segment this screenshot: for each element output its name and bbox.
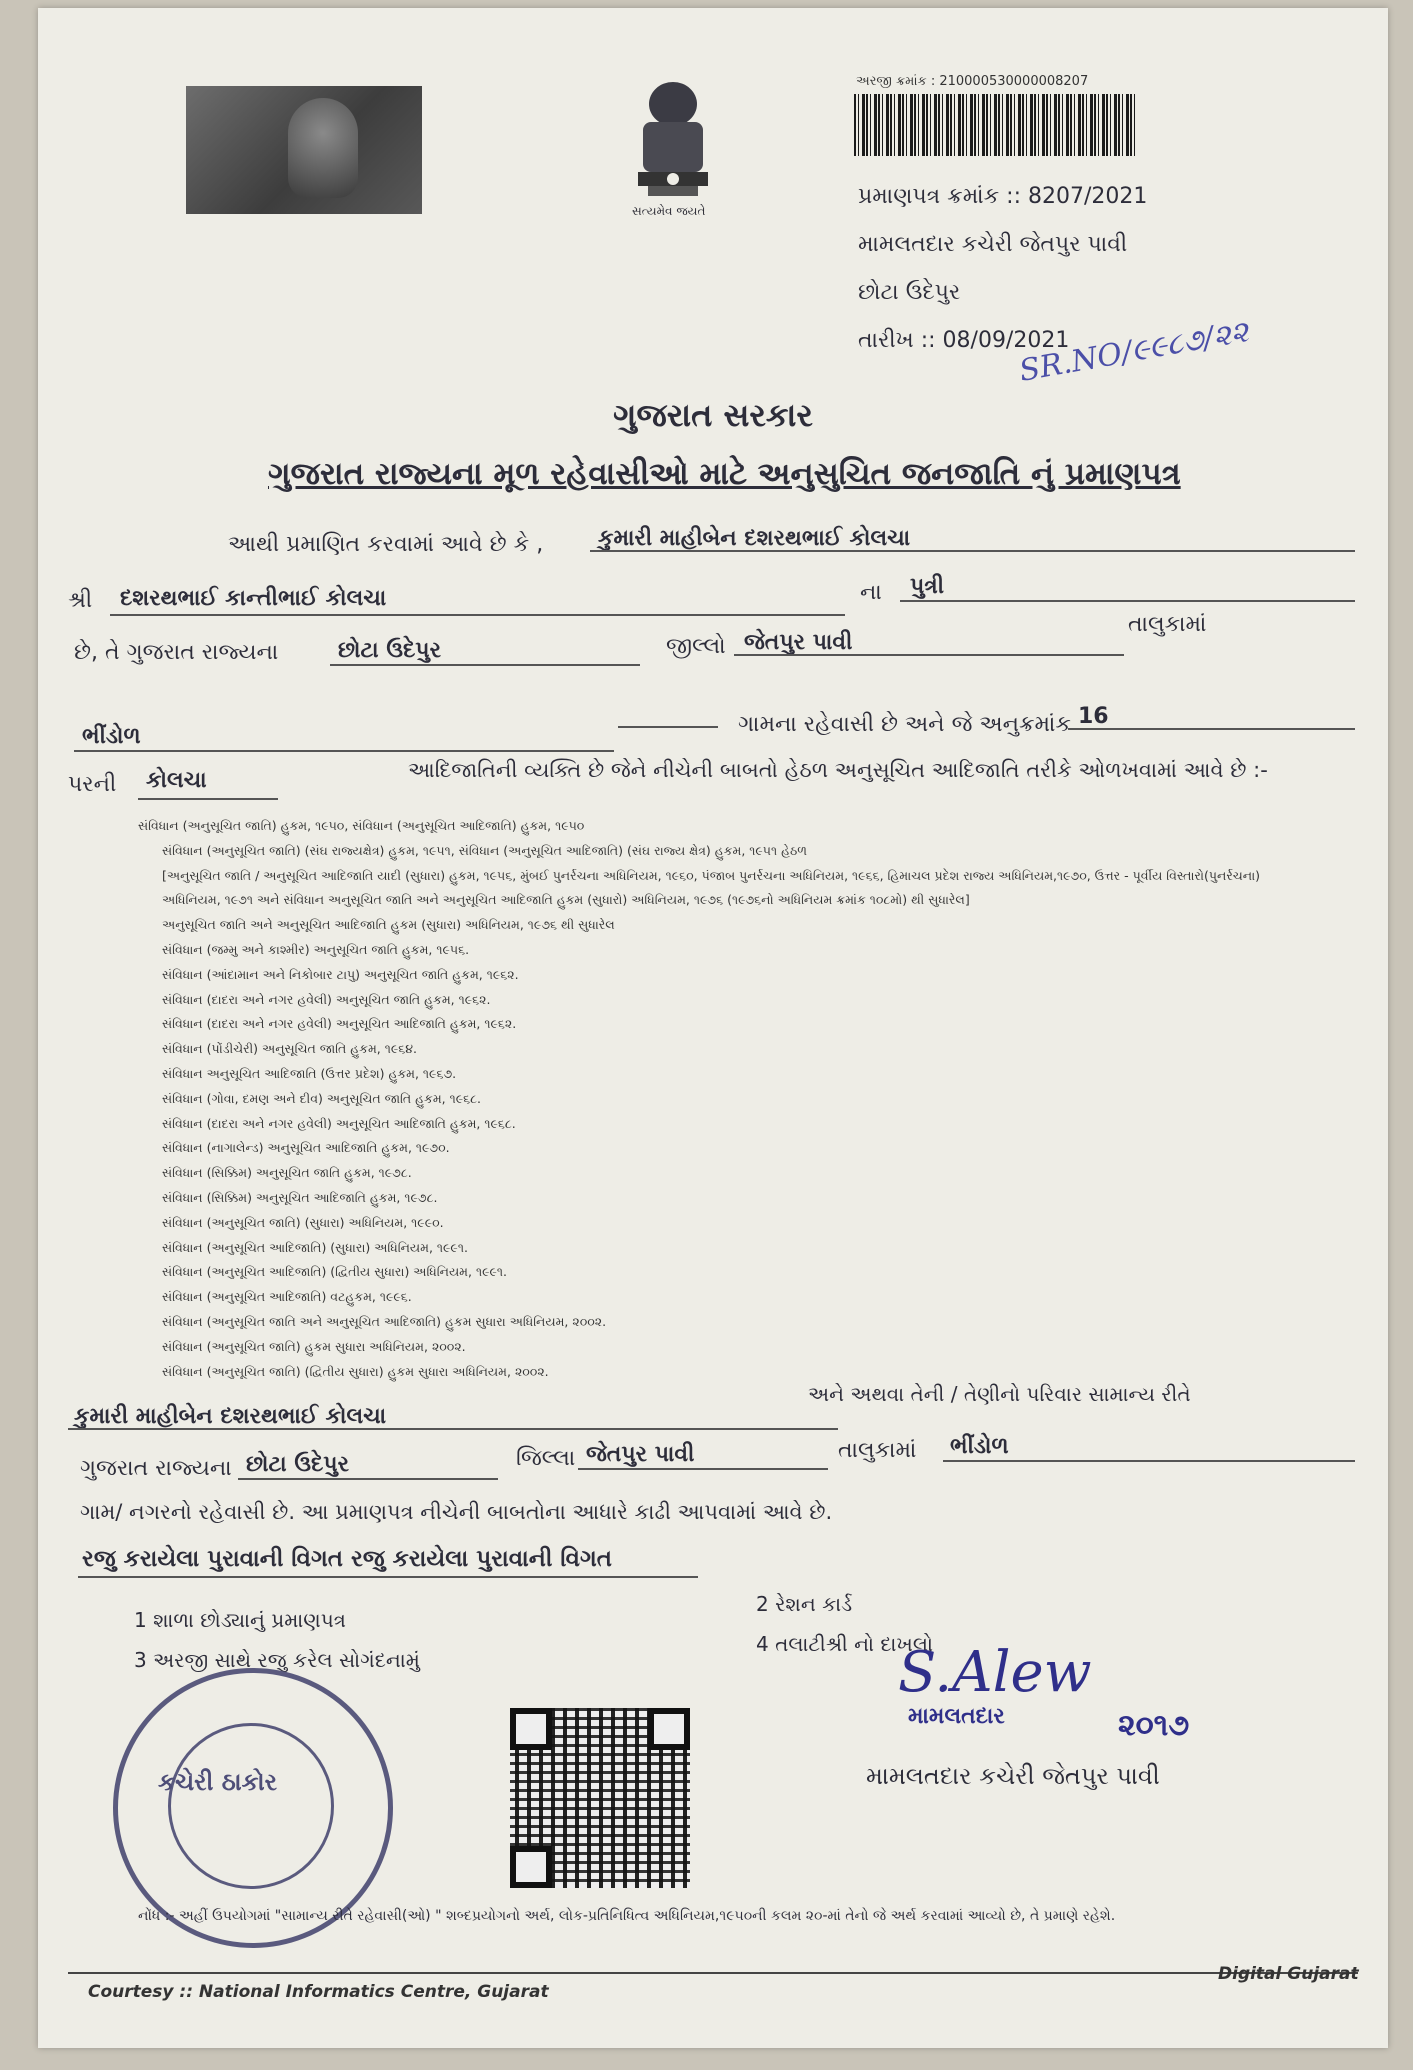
underline [238,1478,498,1480]
village-value: ભીંડોળ [82,724,141,749]
underline [578,1468,828,1470]
law-item: અનુસૂચિત જાતિ અને અનુસૂચિત આદિજાતિ હુકમ (સુધારા) અધિનિયમ, ૧૯૭૬ થી સુધારેલ [162,917,615,933]
signature-scribble: S.Alew [898,1640,1092,1705]
law-item: સંવિધાન (અનુસૂચિત જાતિ) (સુધારા) અધિનિયમ, ૧૯૯૦. [162,1214,444,1230]
signature-number: ૨૦૧૭ [1118,1708,1190,1743]
district-value: છોટા ઉદેપુર [338,638,441,663]
law-item: સંવિધાન (પોંડીચેરી) અનુસૂચિત જાતિ હુકમ, ૧૯૬૪. [162,1041,418,1057]
law-item: સંવિધાન (દાદરા અને નગર હવેલી) અનુસૂચિત આદિજાતિ હુકમ, ૧૯૬૨. [162,1016,517,1032]
law-item: સંવિધાન (અનુસૂચિત જાતિ અને અનુસૂચિત આદિજાતિ) હુકમ સુધારા અધિનિયમ, ૨૦૦૨. [162,1314,607,1329]
district-label: જીલ્લો [666,634,726,659]
office-district: છોટા ઉદેપુર [858,280,961,305]
law-item: સંવિધાન (દાદરા અને નગર હવેલી) અનુસૂચિત જાતિ હુકમ, ૧૯૬૨. [162,991,491,1007]
law-item: અધિનિયમ, ૧૯૭૧ અને સંવિધાન અનુસૂચિત જાતિ અને અનુસૂચિત આદિજાતિ હુકમ (સુધારો) અધિનિયમ, ૧૯૭૬ (૧૯૭૬નો અધિનિયમ ક્રમાંક ૧૦૮મો) થી સુધારેલ] [162,892,970,908]
underline [900,600,1355,602]
qr-finder [510,1846,552,1888]
barcode-number: અરજી ક્રમાંક : 210000530000008207 [856,74,1089,89]
caste-value: કોલચા [146,768,207,793]
underline [78,1576,698,1578]
taluka-value: જેતપુર પાવી [744,630,853,655]
underline [138,798,278,800]
law-item: સંવિધાન (દાદરા અને નગર હવેલી) અનુસૂચિત આદિજાતિ હુકમ, ૧૯૬૮. [162,1115,516,1131]
law-item: સંવિધાન (સિક્કિમ) અનુસૂચિત આદિજાતિ હુકમ, ૧૯૭૮. [162,1190,438,1205]
law-item: સંવિધાન (અનુસૂચિત આદિજાતિ) વટહુકમ, ૧૯૯૬. [162,1289,412,1305]
law-item: સંવિધાન (અનુસૂચિત આદિજાતિ) (દ્વિતીય સુધારા) અધિનિયમ, ૧૯૯૧. [162,1264,507,1280]
digital-gujarat-brand: Digital Gujarat [1218,1964,1359,1984]
office-name: મામલતદાર કચેરી જેતપુર પાવી [858,232,1128,257]
law-item: [અનુસૂચિત જાતિ / અનુસૂચિત આદિજાતિ યાદી (સુધારા) હુકમ, ૧૯૫૬, મુંબઈ પુનર્રચના અધિનિયમ, ૧૯૬૦, પંજાબ પુનર્રચના અધિનિયમ, ૧૯૬૬, હિમાચલ પ્રદેશ રાજ્ય અધિનિયમ,૧૯૭૦, ઉત્તર - પૂર્વીય વિસ્તારો(પુનર્રચના) [162,867,1261,883]
underline [1068,728,1355,730]
footnote: નોંધ :- અહીં ઉપયોગમાં "સામાન્ય રીતે રહેવાસી(ઓ) " શબ્દપ્રયોગનો અર્થ, લોક-પ્રતિનિધિત્વ અધિનિયમ,૧૯૫૦ની કલમ ૨૦-માં તેનો જે અર્થ કરવામાં આવ્યો છે, તે પ્રમાણે રહેશે. [138,1908,1116,1924]
certificate-title: ગુજરાત રાજ્યના મૂળ રહેવાસીઓ માટે અનુસુચિત જનજાતિ નું પ્રમાણપત્ર [268,456,1181,492]
underline [68,1428,838,1430]
underline [943,1460,1355,1462]
law-item: સંવિધાન (અનુસૂચિત આદિજાતિ) (સુધારા) અધિનિયમ, ૧૯૯૧. [162,1239,468,1255]
serial-number: 16 [1078,704,1109,729]
signature-designation: મામલતદાર [908,1704,1005,1729]
of-label: ના [860,580,882,605]
taluka-label: તાલુકામાં [1128,612,1207,637]
govt-title: ગુજરાત સરકાર [613,396,813,434]
underline [110,614,845,616]
father-name: દશરથભાઈ કાન્તીભાઈ કોલચા [120,586,387,611]
issue-date: તારીખ :: 08/09/2021 [858,328,1070,353]
handwritten-serial: SR.NO/૯૯૮૭/૨૨ [1016,314,1252,389]
law-item: સંવિધાન (આંદામાન અને નિકોબાર ટાપુ) અનુસૂચિત જાતિ હુકમ, ૧૯૬૨. [162,966,519,982]
evidence-heading: રજુ કરાયેલા પુરાવાની વિગત રજુ કરાયેલા પુરાવાની વિગત [82,1546,612,1572]
district-value-2: છોટા ઉદેપુર [246,1452,349,1477]
holder-name-repeat: કુમારી માહીબેન દશરથભાઈ કોલચા [74,1404,387,1429]
underline [734,654,1124,656]
certify-prefix: આથી પ્રમાણિત કરવામાં આવે છે કે , [228,532,544,557]
qr-finder [510,1708,552,1750]
village-value-2: ભીંડોળ [950,1434,1009,1459]
office-seal-inner [168,1723,334,1889]
issued-phrase: ગામ/ નગરનો રહેવાસી છે. આ પ્રમાણપત્ર નીચેની બાબતોના આધારે કાઢી આપવામાં આવે છે. [80,1500,833,1524]
holder-name: કુમારી માહીબેન દશરથભાઈ કોલચા [598,526,911,551]
law-item: સંવિધાન (જમ્મુ અને કાશ્મીર) અનુસૂચિત જાતિ હુકમ, ૧૯૫૬. [162,942,470,957]
underline [618,726,718,728]
underline [590,550,1355,552]
district-label-2: જિલ્લા [516,1446,576,1471]
residence-phrase: ગામના રહેવાસી છે અને જે અનુક્રમાંક [738,712,1071,737]
evidence-item-1: 1 શાળા છોડ્યાનું પ્રમાણપત્ર [134,1608,346,1632]
qr-finder [648,1708,690,1750]
emblem-caption: સત્યમેવ જયતે [632,204,706,218]
photo-face [288,98,358,198]
shri-label: શ્રી [68,588,93,613]
courtesy-text: Courtesy :: National Informatics Centre, Gujarat [88,1982,549,2002]
evidence-item-2: 2 રેશન કાર્ડ [756,1592,853,1616]
barcode [854,94,1136,156]
law-item: સંવિધાન અનુસૂચિત આદિજાતિ (ઉત્તર પ્રદેશ) હુકમ, ૧૯૬૭. [162,1066,457,1081]
law-item: સંવિધાન (સિક્કિમ) અનુસૂચિત જાતિ હુકમ, ૧૯૭૮. [162,1165,412,1181]
certificate-number: પ્રમાણપત્ર ક્રમાંક :: 8207/2021 [858,184,1148,209]
relation: પુત્રી [910,574,945,599]
taluka-label-2: તાલુકામાં [838,1438,917,1463]
law-item: સંવિધાન (ગોવા, દમણ અને દીવ) અનુસૂચિત જાતિ હુકમ, ૧૯૬૮. [162,1090,481,1106]
national-emblem-icon [618,74,728,224]
law-item: સંવિધાન (અનુસૂચિત જાતિ) હુકમ સુધારા અધિનિયમ, ૨૦૦૨. [162,1338,466,1354]
state-phrase: છે, તે ગુજરાત રાજ્યના [74,640,279,665]
taluka-value-2: જેતપુર પાવી [586,1442,695,1467]
law-item: સંવિધાન (અનુસૂચિત જાતિ) હુકમ, ૧૯૫૦, સંવિધાન (અનુસૂચિત આદિજાતિ) હુકમ, ૧૯૫૦ [138,818,585,833]
law-item: સંવિધાન (અનુસૂચિત જાતિ) (દ્વિતીય સુધારા) હુકમ સુધારા અધિનિયમ, ૨૦૦૨. [162,1363,549,1379]
seal-text: કચેરી ઠાકોર [158,1768,277,1796]
evidence-item-4: 4 તલાટીશ્રી નો દાખલો [756,1632,933,1656]
law-item: સંવિધાન (નાગાલેન્ડ) અનુસૂચિત આદિજાતિ હુકમ, ૧૯૭૦. [162,1140,450,1156]
signing-office: મામલતદાર કચેરી જેતપુર પાવી [866,1762,1160,1790]
law-item: સંવિધાન (અનુસૂચિત જાતિ) (સંઘ રાજ્યક્ષેત્ર) હુકમ, ૧૯૫૧, સંવિધાન (અનુસૂચિત આદિજાતિ) (સંઘ રાજ્ય ક્ષેત્ર) હુકમ, ૧૯૫૧ હેઠળ [162,842,808,858]
underline [330,664,640,666]
evidence-item-3: 3 અરજી સાથે રજુ કરેલ સોગંદનામું [134,1648,420,1672]
family-phrase: અને અથવા તેની / તેણીનો પરિવાર સામાન્ય રીતે [808,1382,1191,1406]
certificate-sheet [38,8,1388,2048]
underline [74,750,614,752]
state-label: ગુજરાત રાજ્યના [80,1456,232,1481]
tribe-statement: આદિજાતિની વ્યક્તિ છે જેને નીચેની બાબતો હેઠળ અનુસૂચિત આદિજાતિ તરીકે ઓળખવામાં આવે છે :- [408,758,1268,782]
par-label: પરની [68,772,117,797]
